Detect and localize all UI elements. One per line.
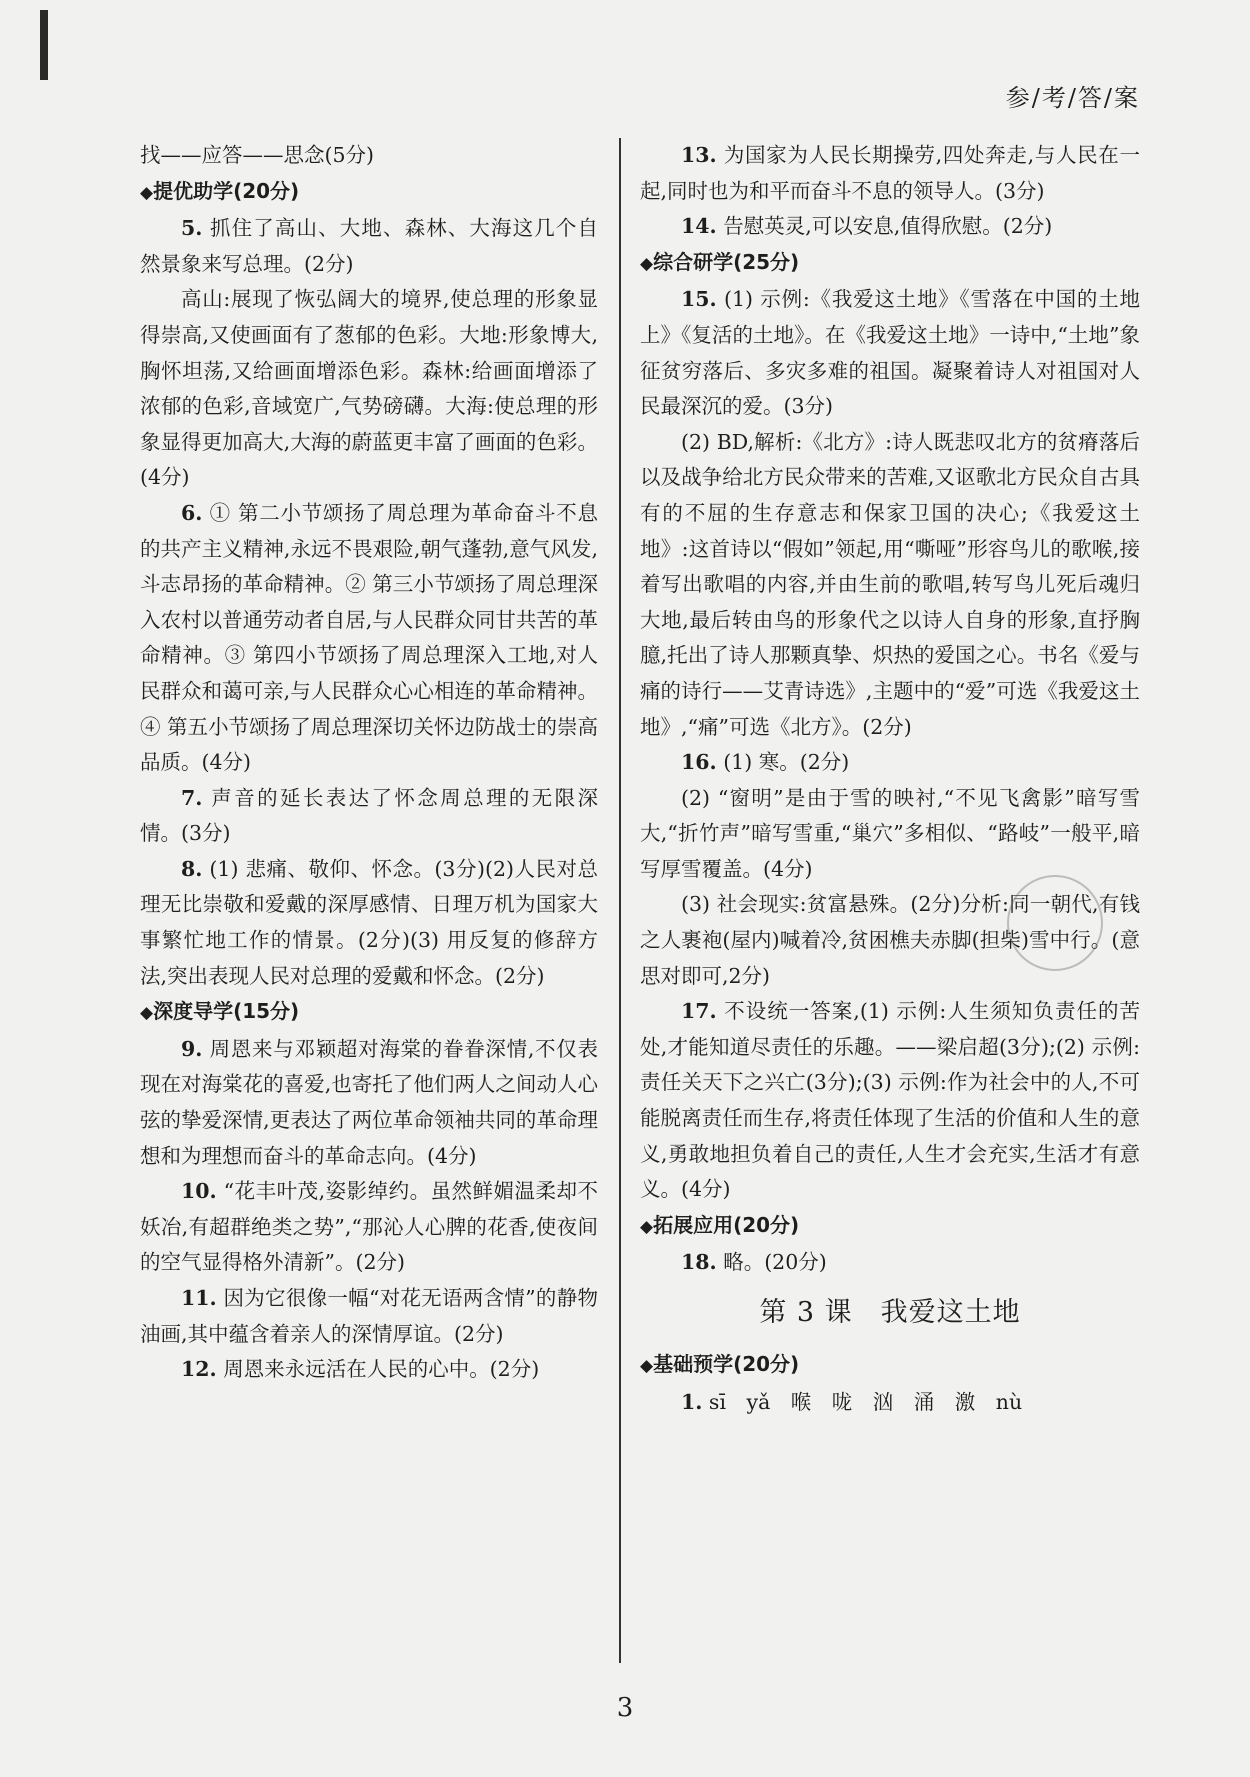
answer-item [640,282,1140,424]
answer-item [140,781,598,852]
question-number: 12. [181,1357,217,1382]
answer-text: 为国家为人民长期操劳,四处奔走,与人民在一起,同时也为和平而奋斗不息的领导人。(3分) [640,143,1140,203]
question-number: 18. [681,1250,717,1275]
answer-text: 略。(20分) [716,1250,827,1275]
answer-item [640,138,1140,209]
question-number: 14. [681,214,717,239]
answer-item [640,209,1140,245]
lesson-title: 第 3 课 我爱这土地 [759,1297,1021,1328]
section-heading-text: 深度导学(15分) [153,999,300,1024]
section-heading [140,994,598,1032]
answer-text: ① 第二小节颂扬了周总理为革命奋斗不息的共产主义精神,永远不畏艰险,朝气蓬勃,意气风发,斗志昂扬的革命精神。② 第三小节颂扬了周总理深入农村以普通劳动者自居,与人民群众同甘共苦的革命精神。③ 第四小节颂扬了周总理深入工地,对人民群众和蔼可亲,与人民群众心心相连的革命精神。④ 第五小节颂扬了周总理深切关怀边防战士的崇高品质。(4分) [140,500,598,775]
scan-edge [40,10,48,80]
answer-text: 声音的延长表达了怀念周总理的无限深情。(3分) [140,785,598,846]
answer-item [140,496,598,781]
question-number: 9. [181,1036,203,1061]
answer-item [640,1385,1140,1421]
diamond-icon: ◆ [640,253,654,274]
answer-item [640,994,1140,1208]
question-number: 16. [681,750,717,775]
answer-text: sī yǎ 喉 咙 汹 涌 激 nù [702,1389,1023,1414]
question-number: 17. [681,999,717,1024]
answer-text: 周恩来与邓颖超对海棠的眷眷深情,不仅表现在对海棠花的喜爱,也寄托了他们两人之间动人心弦的挚爱深情,更表达了两位革命领袖共同的革命理想和为理想而奋斗的革命志向。(4分) [140,1036,598,1168]
section-heading [640,1208,1140,1246]
answer-item [140,1352,598,1388]
answer-text: 周恩来永远活在人民的心中。(2分) [216,1357,540,1382]
question-number: 13. [681,143,717,167]
section-heading [640,1347,1140,1385]
faint-stamp [1007,875,1103,971]
column-divider [619,138,621,1663]
answer-item [140,1281,598,1352]
diamond-icon: ◆ [640,1356,654,1376]
answer-paragraph: (2) BD,解析:《北方》:诗人既悲叹北方的贫瘠落后以及战争给北方民众带来的苦难,又讴歌北方民众自古具有的不屈的生存意志和保家卫国的决心;《我爱这土地》:这首诗以“假如”领起,用“嘶哑”形容鸟儿的歌喉,接着写出歌唱的内容,并由生前的歌唱,转写鸟儿死后魂归大地,最后转由鸟的形象代之以诗人自身的形象,直抒胸臆,托出了诗人那颗真挚、炽热的爱国之心。书名《爱与痛的诗行——艾青诗选》,主题中的“爱”可选《我爱这土地》,“痛”可选《北方》。(2分) [640,429,1140,739]
answer-item [140,852,598,994]
answer-text: 告慰英灵,可以安息,值得欣慰。(2分) [716,214,1053,239]
right-column [640,138,1140,1420]
section-heading-text: 基础预学(20分) [653,1352,800,1376]
section-heading-text: 综合研学(25分) [653,249,800,274]
question-number: 8. [181,856,203,881]
question-number: 11. [181,1286,217,1310]
answer-paragraph: 高山:展现了恢弘阔大的境界,使总理的形象显得崇高,又使画面有了葱郁的色彩。大地:形象博大,胸怀坦荡,又给画面增添色彩。森林:给画面增添了浓郁的色彩,音域宽广,气势磅礴。大海:使总理的形象显得更加高大,大海的蔚蓝更丰富了画面的色彩。(4分) [140,287,598,490]
answer-text: “花丰叶茂,姿影绰约。虽然鲜媚温柔却不妖冶,有超群绝类之势”,“那沁人心脾的花香,使夜间的空气显得格外清新”。(2分) [140,1179,598,1275]
diamond-icon: ◆ [640,1216,654,1237]
section-heading [140,174,598,212]
diamond-icon: ◆ [140,182,154,203]
answer-paragraph: (3) 社会现实:贫富悬殊。(2分)分析:同一朝代,有钱之人裹袍(屋内)喊着冷,贫困樵夫赤脚(担柴)雪中行。(意思对即可,2分) [640,892,1140,988]
question-number: 7. [181,785,203,810]
answer-text: (1) 悲痛、敬仰、怀念。(3分)(2)人民对总理无比崇敬和爱戴的深厚感情、日理万机为国家大事繁忙地工作的情景。(2分)(3) 用反复的修辞方法,突出表现人民对总理的爱戴和怀念。(2分) [140,856,598,988]
question-number: 15. [681,287,717,312]
section-heading-text: 提优助学(20分) [153,178,300,203]
question-number: 6. [181,500,203,525]
section-heading [640,245,1140,283]
question-number: 10. [181,1179,217,1204]
answer-text: 不设统一答案,(1) 示例:人生须知负责任的苦处,才能知道尽责任的乐趣。——梁启超(3分);(2) 示例:责任关天下之兴亡(3分);(3) 示例:作为社会中的人,不可能脱离责任而生存,将责任体现了生活的价值和人生的意义,勇敢地担负着自己的责任,人生才会充实,生活才有意义。(4分) [640,999,1140,1202]
answer-item [640,1245,1140,1281]
question-number: 5. [181,216,203,241]
answer-paragraph: 找——应答——思念(5分) [140,143,375,167]
answer-item [140,1174,598,1281]
answer-paragraph: (2) “窗明”是由于雪的映衬,“不见飞禽影”暗写雪大,“折竹声”暗写雪重,“巢穴”多相似、“路岐”一般平,暗写厚雪覆盖。(4分) [640,785,1140,881]
page-number: 3 [616,1693,634,1723]
answer-item [640,745,1140,781]
question-number: 1. [681,1389,703,1414]
answer-text: (1) 寒。(2分) [716,750,850,775]
diamond-icon: ◆ [140,1003,154,1024]
page-header: 参/考/答/案 [1005,84,1140,112]
answer-item [140,1032,598,1174]
answer-text: 因为它很像一幅“对花无语两含情”的静物油画,其中蕴含着亲人的深情厚谊。(2分) [140,1286,598,1346]
answer-text: (1) 示例:《我爱这土地》《雪落在中国的土地上》《复活的土地》。在《我爱这土地》一诗中,“土地”象征贫穷落后、多灾多难的祖国。凝聚着诗人对祖国对人民最深沉的爱。(3分) [640,287,1140,419]
answer-item [140,211,598,282]
section-heading-text: 拓展应用(20分) [653,1212,800,1237]
left-column [140,138,598,1388]
answer-text: 抓住了高山、大地、森林、大海这几个自然景象来写总理。(2分) [140,216,598,276]
